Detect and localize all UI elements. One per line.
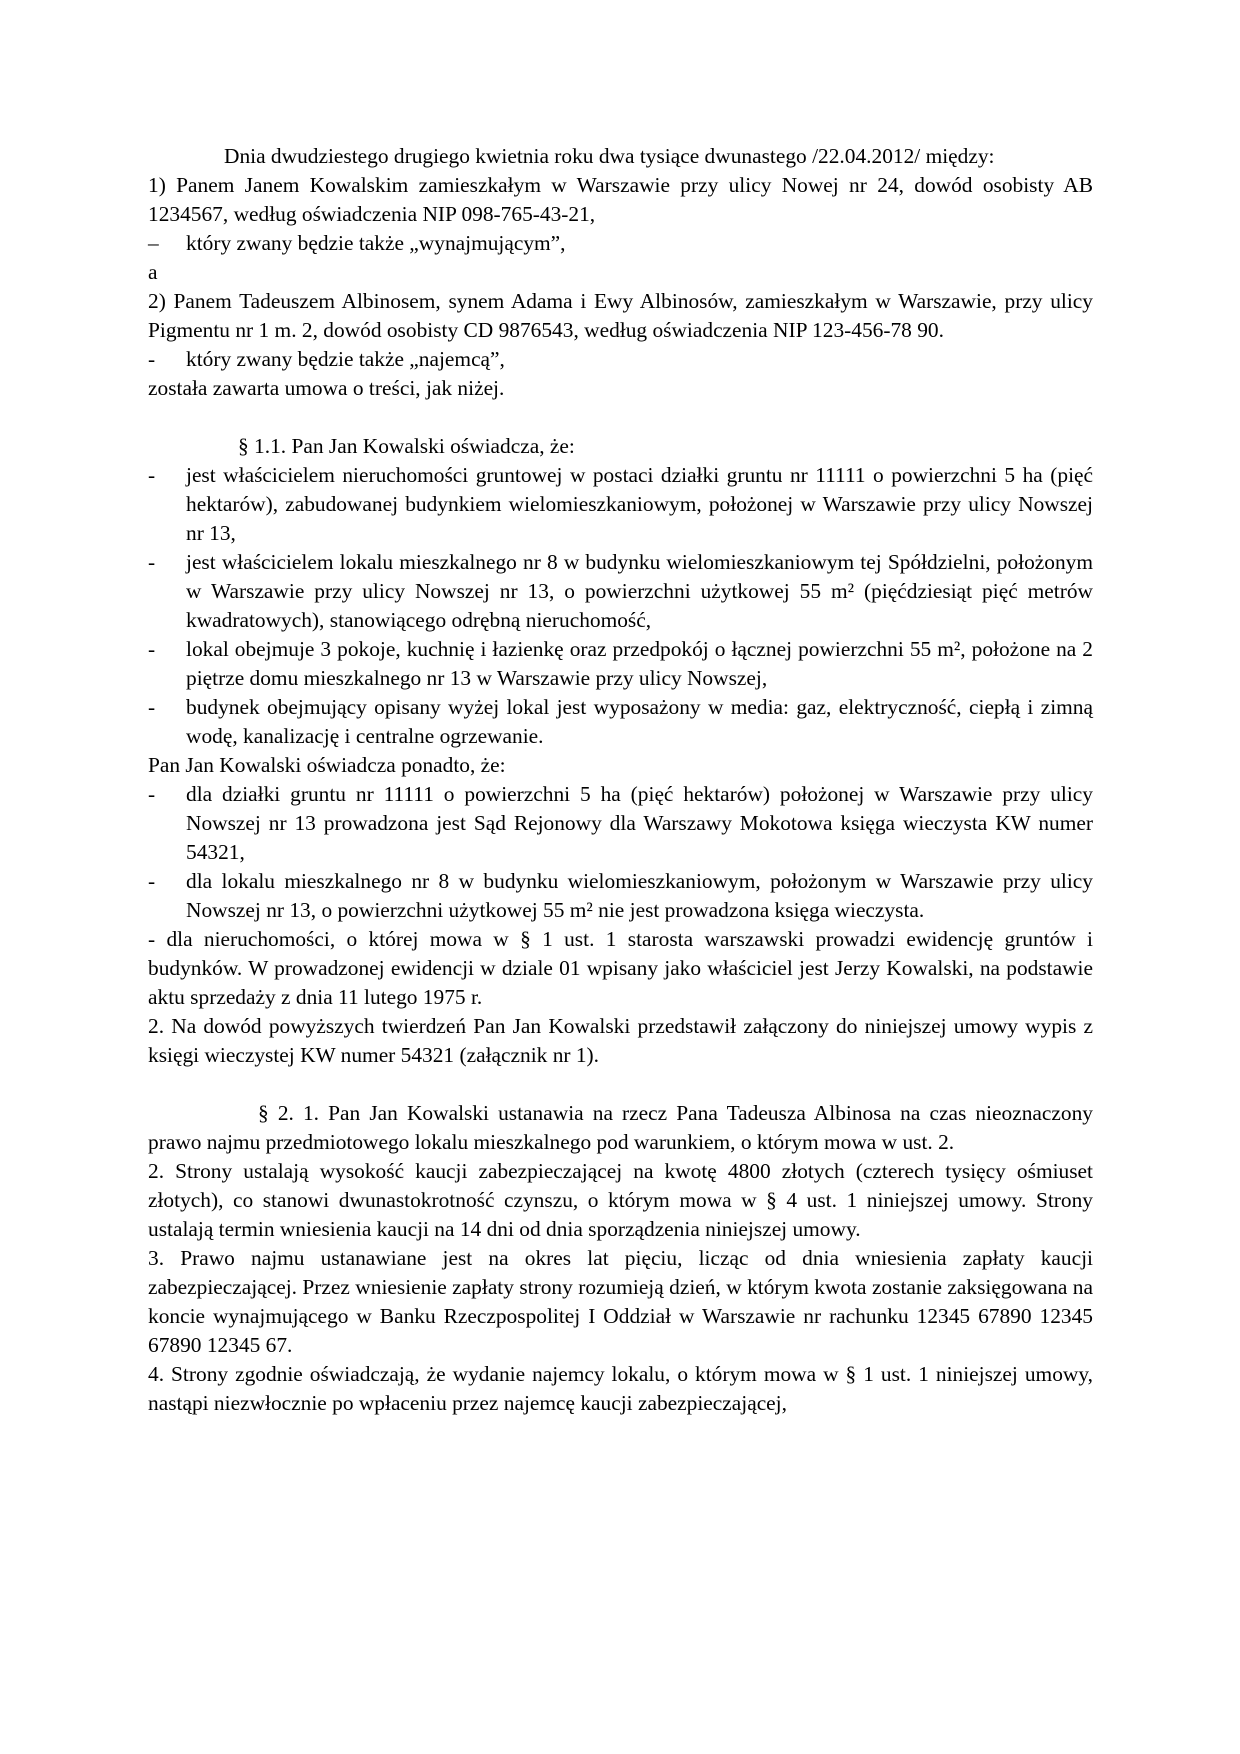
further-statement: Pan Jan Kowalski oświadcza ponadto, że:	[148, 753, 506, 777]
party-2-role-text: który zwany będzie także „najemcą”,	[186, 347, 505, 371]
section-2-point-4: 4. Strony zgodnie oświadczają, że wydanie najemcy lokalu, o którym mowa w § 1 ust. 1 niniejszej umowy, nastąpi niezwłocznie po wpłaceniu przez najemcę kaucji zabezpieczającej,	[148, 1362, 1093, 1415]
spacer	[148, 403, 1093, 432]
list-item	[148, 867, 1093, 925]
list-item-text: dla działki gruntu nr 11111 o powierzchni 5 ha (pięć hektarów) położonej w Warszawie przy ulicy Nowszej nr 13 prowadzona jest Sąd Rejonowy dla Warszawy Mokotowa księga wieczysta KW numer 54321,	[186, 782, 1093, 864]
registry-paragraph: - dla nieruchomości, o której mowa w § 1 ust. 1 starosta warszawski prowadzi ewidencję gruntów i budynków. W prowadzonej ewidencji w dziale 01 wpisany jako właściciel jest Jerzy Kowalski, na podstawie aktu sprzedaży z dnia 11 lutego 1975 r.	[148, 927, 1093, 1009]
list-item	[148, 548, 1093, 635]
list-item	[148, 635, 1093, 693]
dash-marker: -	[148, 637, 156, 661]
dash-marker: –	[148, 231, 159, 255]
dash-marker: -	[148, 695, 156, 719]
conjunction: a	[148, 260, 158, 284]
dash-marker: -	[148, 782, 156, 806]
list-item	[148, 693, 1093, 751]
section-2-point-2: 2. Strony ustalają wysokość kaucji zabezpieczającej na kwotę 4800 złotych (czterech tysięcy ośmiuset złotych), co stanowi dwunastokrotność czynszu, o którym mowa w § 4 ust. 1 niniejszej umowy. Strony ustalają termin wniesienia kaucji na 14 dni od dnia sporządzenia niniejszej umowy.	[148, 1159, 1093, 1241]
party-1-role	[148, 229, 1093, 258]
list-item	[148, 780, 1093, 867]
section-2-point-3: 3. Prawo najmu ustanawiane jest na okres lat pięciu, licząc od dnia wniesienia zapłaty kaucji zabezpieczającej. Przez wniesienie zapłaty strony rozumieją dzień, w którym kwota zostanie zaksięgowana na koncie wynajmującego w Banku Rzeczpospolitej I Oddział w Warszawie nr rachunku 12345 67890 12345 67890 12345 67.	[148, 1246, 1093, 1357]
party-1-role-text: który zwany będzie także „wynajmującym”,	[186, 231, 566, 255]
list-item-text: dla lokalu mieszkalnego nr 8 w budynku wielomieszkaniowym, położonym w Warszawie przy ulicy Nowszej nr 13, o powierzchni użytkowej 55 m² nie jest prowadzona księga wieczysta.	[186, 869, 1093, 922]
section-2-point-1: § 2. 1. Pan Jan Kowalski ustanawia na rzecz Pana Tadeusza Albinosa na czas nieoznaczony prawo najmu przedmiotowego lokalu mieszkalnego pod warunkiem, o którym mowa w ust. 2.	[148, 1101, 1093, 1154]
dash-marker: -	[148, 550, 156, 574]
party-1: 1) Panem Janem Kowalskim zamieszkałym w Warszawie przy ulicy Nowej nr 24, dowód osobisty AB 1234567, według oświadczenia NIP 098-765-43-21,	[148, 173, 1093, 226]
party-2: 2) Panem Tadeuszem Albinosem, synem Adama i Ewy Albinosów, zamieszkałym w Warszawie, przy ulicy Pigmentu nr 1 m. 2, dowód osobisty CD 9876543, według oświadczenia NIP 123-456-78 90.	[148, 289, 1093, 342]
spacer	[148, 1070, 1093, 1099]
party-2-role	[148, 345, 1093, 374]
list-item	[148, 461, 1093, 548]
concluded-line: została zawarta umowa o treści, jak niżej.	[148, 376, 505, 400]
date-line: Dnia dwudziestego drugiego kwietnia roku dwa tysiące dwunastego /22.04.2012/ między:	[224, 144, 995, 168]
dash-marker: -	[148, 347, 156, 371]
list-item-text: budynek obejmujący opisany wyżej lokal jest wyposażony w media: gaz, elektryczność, ciepłą i zimną wodę, kanalizację i centralne ogrzewanie.	[186, 695, 1093, 748]
list-item-text: lokal obejmuje 3 pokoje, kuchnię i łazienkę oraz przedpokój o łącznej powierzchni 55 m², położone na 2 piętrze domu mieszkalnego nr 13 w Warszawie przy ulicy Nowszej,	[186, 637, 1093, 690]
list-item-text: jest właścicielem lokalu mieszkalnego nr 8 w budynku wielomieszkaniowym tej Spółdzielni, położonym w Warszawie przy ulicy Nowszej nr 13, o powierzchni użytkowej 55 m² (pięćdziesiąt pięć metrów kwadratowych), stanowiącego odrębną nieruchomość,	[186, 550, 1093, 632]
list-item-text: jest właścicielem nieruchomości gruntowej w postaci działki gruntu nr 11111 o powierzchni 5 ha (pięć hektarów), zabudowanej budynkiem wielomieszkaniowym, położonej w Warszawie przy ulicy Nowszej nr 13,	[186, 463, 1093, 545]
section-1-title: § 1.1. Pan Jan Kowalski oświadcza, że:	[238, 434, 575, 458]
section-1-point-2: 2. Na dowód powyższych twierdzeń Pan Jan Kowalski przedstawił załączony do niniejszej umowy wypis z księgi wieczystej KW numer 54321 (załącznik nr 1).	[148, 1014, 1093, 1067]
dash-marker: -	[148, 869, 156, 893]
document-page	[148, 142, 1093, 1418]
dash-marker: -	[148, 463, 156, 487]
